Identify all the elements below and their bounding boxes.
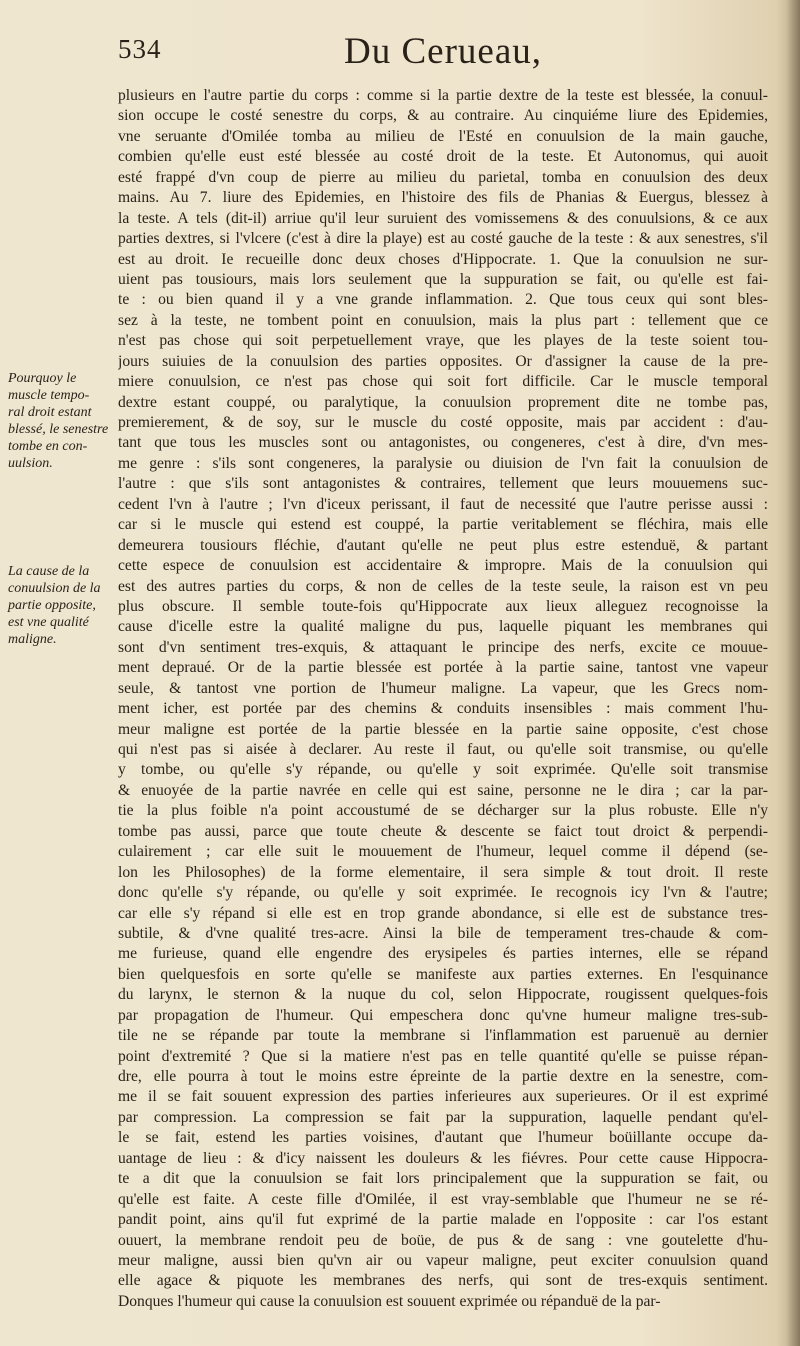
running-head: Du Cerueau, — [344, 31, 542, 72]
text-line: sion occupe le costé senestre du corps, & au contraire. Au cinquiéme liure des Epidemies, — [118, 107, 768, 125]
text-line: l'autre : que s'ils sont antagonistes & contraires, tellement que leurs mouuemens suc- — [118, 475, 768, 493]
text-line: par propagation de l'humeur. Qui empeschera donc qu'vne humeur maligne tres-sub- — [118, 1006, 768, 1024]
text-line: meur maligne, aussi bien qu'vn air ou vapeur maligne, peut exciter conuulsion quand — [118, 1251, 768, 1269]
margin-note-line: uulsion. — [8, 456, 53, 471]
margin-note-line: blessé, le senestre — [8, 422, 109, 437]
text-line: cedent l'vn à l'autre ; l'vn d'iceux perissant, il faut de necessité que l'autre perisse aussi : — [118, 495, 768, 513]
text-line: tie la plus foible n'a point accoustumé de se décharger sur la plus robuste. Elle n'y — [118, 802, 768, 820]
margin-note-line: tombe en con- — [8, 439, 88, 454]
text-line: ment icher, est portée par des chemins & conduits insensibles : mais comment l'hu- — [118, 700, 768, 718]
margin-note-line: maligne. — [8, 632, 57, 647]
body-text — [118, 86, 768, 1312]
text-line: point d'extremité ? Que si la matiere n'est pas en telle quantité qu'elle se puisse répan- — [118, 1047, 768, 1065]
text-line: cause d'icelle estre la qualité maligne du pus, laquelle piquant les membranes qui — [118, 618, 768, 636]
text-line: uient pas tousiours, mais lors seulement que la suppuration se fait, ou qu'elle est fai- — [118, 270, 768, 288]
text-line: me furieuse, quand elle engendre des erysipeles és parties internes, elle se répand — [118, 945, 768, 963]
text-line: plus obscure. Il semble toute-fois qu'Hippocrate aux lieux alleguez recognoisse la — [118, 597, 768, 615]
text-line: dre, elle pourra à tout le moins estre épreinte de la partie dextre en la senestre, com- — [118, 1068, 768, 1085]
text-line: subtile, & d'vne qualité tres-acre. Ainsi la bile de temperament tres-chaude & com- — [118, 924, 768, 942]
text-line: qui n'est pas si aisée à declarer. Au reste il faut, ou qu'elle soit transmise, ou qu'elle — [118, 741, 768, 758]
margin-note-line: La cause de la — [8, 564, 90, 579]
text-line: tant que tous les muscles sont ou antagonistes, ou congeneres, c'est à dire, d'vn mes- — [118, 434, 768, 452]
text-line: tombe pas aussi, parce que toute cheute & descente se faict tout droict & perpendi- — [118, 822, 768, 840]
page-number: 534 — [118, 34, 162, 64]
text-line: ment depraué. Or de la partie blessée est portée à la partie saine, tantost vne vapeur — [118, 659, 768, 677]
text-line: est au droit. Ie recueille donc deux choses d'Hippocrate. 1. Que la conuulsion ne sur- — [118, 250, 768, 268]
text-line: & enuoyée de la partie navrée en celle qui est saine, personne ne le dira ; car la par- — [118, 781, 768, 799]
text-line: combien qu'elle eust esté blessée au costé droit de la teste. Et Autonomus, qui auoit — [118, 148, 768, 166]
margin-note-convulsion-cause — [8, 563, 120, 648]
margin-note-temporal-muscle — [8, 370, 120, 472]
text-line: sez à la teste, ne tombent point en conuulsion, mais la plus part : tellement que ce — [118, 311, 768, 329]
text-line: uantage de lieu : & d'icy naissent les douleurs & les fiévres. Pour cette cause Hippocra- — [118, 1149, 768, 1167]
margin-note-line: conuulsion de la — [8, 581, 101, 596]
text-line: seule, & tantost vne portion de l'humeur maligne. La vapeur, que les Grecs nom- — [118, 679, 768, 697]
text-line: donc qu'elle s'y répande, ou qu'elle y soit exprimée. Ie recognois icy l'vn & l'autre; — [118, 884, 768, 902]
text-line: parties dextres, si l'vlcere (c'est à dire la playe) est au costé gauche de la teste : & aux senestres, s'il — [118, 230, 768, 248]
text-line: dextre estant couppé, ou paralytique, la conuulsion proprement dite ne tombe pas, — [118, 393, 768, 411]
text-line: demeurera tousiours fléchie, d'autant qu'elle ne peut plus estre estenduë, & partant — [118, 536, 768, 554]
text-line: y tombe, ou qu'elle s'y répande, ou qu'elle y soit exprimée. Qu'elle soit transmise — [118, 761, 768, 779]
page-header — [118, 22, 768, 72]
text-line: cette espece de conuulsion est accidentaire & impropre. Mais de la conuulsion qui — [118, 557, 768, 575]
text-line: est des autres parties du corps, & non de celles de la teste seule, la raison est vn peu — [118, 577, 768, 595]
text-line: qu'elle est faite. A ceste fille d'Omilée, il est vray-semblable que l'humeur ne se ré- — [118, 1190, 768, 1208]
margin-note-line: partie opposite, — [8, 598, 96, 613]
text-line: miere conuulsion, ce n'est pas chose qui soit fort difficile. Car le muscle temporal — [118, 373, 768, 391]
text-line: sont d'vn sentiment tres-exquis, & attaquant le principe des nerfs, excite ce mouue- — [118, 638, 768, 656]
text-line: jours suiuies de la conuulsion des parties opposites. Or d'assigner la cause de la pre- — [118, 352, 768, 370]
text-line: du larynx, le sternon & la nuque du col, selon Hippocrate, rougissent quelques-fois — [118, 986, 768, 1004]
text-line: Donques l'humeur qui cause la conuulsion est souuent exprimée ou répanduë de la par- — [118, 1292, 661, 1310]
text-line: la teste. A tels (dit-il) arriue qu'il leur suruient des vomissemens & des conuulsions, & ce aux — [118, 209, 768, 227]
text-line: plusieurs en l'autre partie du corps : comme si la partie dextre de la teste est blessée, la conuul- — [118, 87, 768, 104]
margin-note-line: est vne qualité — [8, 615, 89, 630]
text-line: elle agace & piquote les membranes des nerfs, qui sont de tres-exquis sentiment. — [118, 1272, 768, 1290]
margin-note-line: Pourquoy le — [8, 371, 77, 386]
text-line: esté frappé d'vn coup de pierre au milieu du parietal, tomba en conuulsion des deux — [118, 168, 768, 186]
text-line: lon les Philosophes) de la forme elementaire, il sera simple & tout droit. Il reste — [118, 863, 768, 881]
text-line: tile ne se répande par toute la membrane si l'inflammation est paruenuë au dernier — [118, 1027, 768, 1045]
text-line: ouuert, la membrane rendoit peu de boüe, de pus & de sang : vne goutelette d'hu- — [118, 1231, 768, 1249]
text-line: car elle s'y répand si elle est en trop grande abondance, si elle est de substance tres- — [118, 904, 768, 922]
text-line: mains. Au 7. liure des Epidemies, en l'histoire des fils de Phanias & Euergus, blessez à — [118, 189, 768, 207]
text-line: pandit point, ains qu'il fut exprimé de la partie malade en l'opposite : car l'os estant — [118, 1211, 768, 1229]
text-line: te : ou bien quand il y a vne grande inflammation. 2. Que tous ceux qui sont bles- — [118, 291, 768, 309]
text-line: par compression. La compression se fait par la suppuration, laquelle pendant qu'el- — [118, 1108, 768, 1126]
text-line: me genre : s'ils sont congeneres, la paralysie ou diuision de l'vn fait la conuulsion de — [118, 454, 768, 472]
text-line: premierement, & de soy, sur le muscle du costé opposite, mais par accident : d'au- — [118, 414, 768, 431]
margin-note-line: ral droit estant — [8, 405, 92, 420]
margin-note-line: muscle tempo- — [8, 388, 90, 403]
text-line: n'est pas chose qui soit perpetuellement vraye, que les playes de la teste soient tou- — [118, 332, 768, 350]
text-line: vne seruante d'Omilée tomba au milieu de l'Esté en conuulsion de la main gauche, — [118, 127, 768, 145]
text-line: me il se fait souuent expression des parties inferieures aux superieures. Or il est exprimé — [118, 1088, 768, 1106]
text-line: te a dit que la conuulsion se fait lors principalement que la suppuration se fait, ou — [118, 1170, 768, 1188]
text-line: le se fait, estend les parties voisines, d'autant que l'humeur boüillante occupe da- — [118, 1129, 768, 1147]
text-line: car si le muscle qui estend est couppé, la partie veritablement se fléchira, mais elle — [118, 516, 768, 534]
text-line: meur maligne est portée de la partie blessée en la partie saine opposite, c'est chose — [118, 720, 768, 738]
text-line: culairement ; car elle suit le mouuement de l'humeur, lequel comme il dépend (se- — [118, 843, 768, 861]
text-line: bien quelquesfois en sorte qu'elle se manifeste aux parties externes. En l'esquinance — [118, 965, 768, 983]
